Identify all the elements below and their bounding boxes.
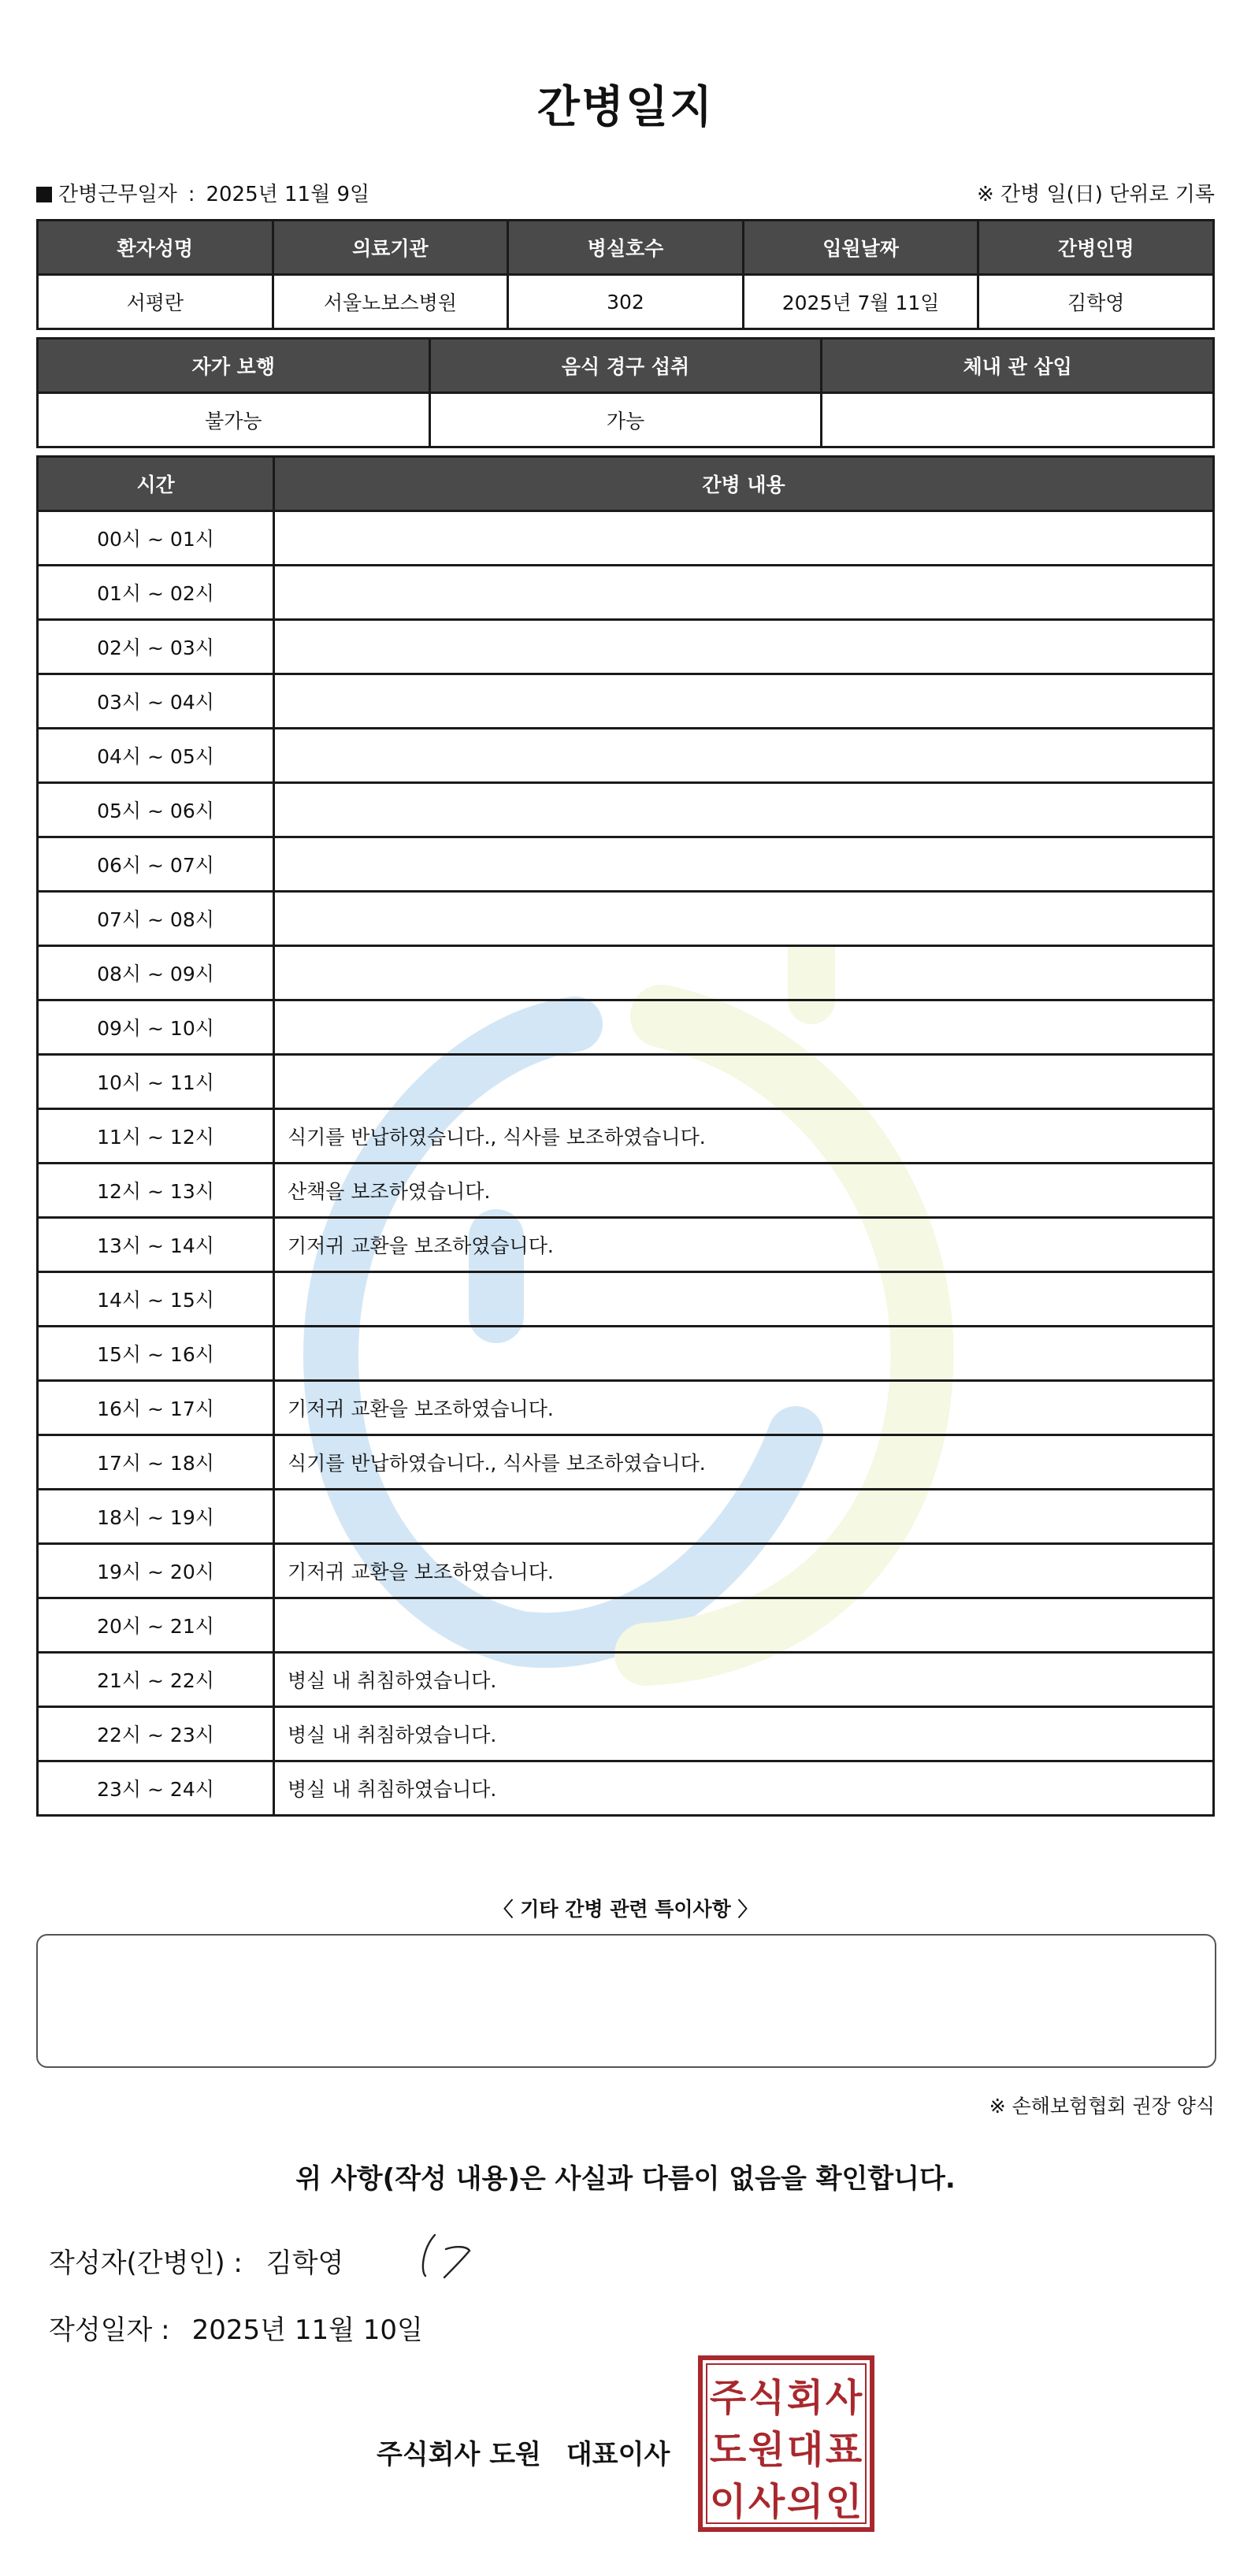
seal-char: 주 xyxy=(709,2376,747,2420)
header-oral-intake: 음식 경구 섭취 xyxy=(429,339,822,393)
seal-char: 이 xyxy=(709,2480,747,2524)
care-content-cell xyxy=(274,674,1214,729)
oral-intake-value: 가능 xyxy=(429,393,822,447)
seal-char: 사 xyxy=(825,2376,863,2420)
time-cell: 06시 ~ 07시 xyxy=(38,837,274,892)
patient-info-header-row xyxy=(38,221,1214,275)
confirm-statement: 위 사항(작성 내용)은 사실과 다름이 없음을 확인합니다. xyxy=(295,2163,956,2195)
patient-info-table xyxy=(36,219,1215,330)
table-row xyxy=(38,1000,1214,1055)
time-cell: 19시 ~ 20시 xyxy=(38,1544,274,1598)
table-row xyxy=(38,1435,1214,1490)
time-cell: 03시 ~ 04시 xyxy=(38,674,274,729)
table-row xyxy=(38,566,1214,620)
care-content-cell: 기저귀 교환을 보조하였습니다. xyxy=(274,1544,1214,1598)
caregiver-name-value: 김학영 xyxy=(978,275,1214,329)
care-log-body xyxy=(38,511,1214,1816)
header-hospital: 의료기관 xyxy=(273,221,508,275)
remarks-title: 〈 기타 간병 관련 특이사항 〉 xyxy=(493,1898,758,1921)
company-seal-icon xyxy=(698,2355,874,2532)
unit-note: ※ 간병 일(日) 단위로 기록 xyxy=(976,183,1215,206)
time-cell: 21시 ~ 22시 xyxy=(38,1653,274,1707)
table-row xyxy=(38,1055,1214,1109)
time-cell: 13시 ~ 14시 xyxy=(38,1218,274,1272)
patient-status-table xyxy=(36,337,1215,448)
header-caregiver-name: 간병인명 xyxy=(978,221,1214,275)
writer-name: 김학영 xyxy=(265,2248,344,2279)
header-care-content: 간병 내용 xyxy=(274,457,1214,511)
table-row xyxy=(38,729,1214,783)
tube-insertion-value xyxy=(822,393,1214,447)
work-date-label: 간병근무일자 xyxy=(58,183,177,206)
representative-title: 대표이사 xyxy=(566,2439,670,2470)
time-cell: 23시 ~ 24시 xyxy=(38,1761,274,1816)
table-row xyxy=(38,837,1214,892)
care-content-cell xyxy=(274,1598,1214,1653)
seal-char: 원 xyxy=(748,2428,785,2472)
care-content-cell xyxy=(274,783,1214,837)
header-time: 시간 xyxy=(38,457,274,511)
care-content-cell: 산책을 보조하였습니다. xyxy=(274,1164,1214,1218)
table-row xyxy=(38,946,1214,1000)
care-content-cell xyxy=(274,511,1214,566)
seal-char: 대 xyxy=(786,2428,824,2472)
room-number-value: 302 xyxy=(508,275,744,329)
table-row xyxy=(38,1381,1214,1435)
seal-char: 식 xyxy=(748,2376,785,2420)
table-row xyxy=(38,1490,1214,1544)
remarks-box xyxy=(36,1934,1216,2068)
time-cell: 20시 ~ 21시 xyxy=(38,1598,274,1653)
time-cell: 02시 ~ 03시 xyxy=(38,620,274,674)
care-content-cell xyxy=(274,620,1214,674)
writer-line xyxy=(49,2241,343,2280)
care-content-cell: 병실 내 취침하였습니다. xyxy=(274,1761,1214,1816)
table-row xyxy=(38,674,1214,729)
care-content-cell xyxy=(274,946,1214,1000)
time-cell: 04시 ~ 05시 xyxy=(38,729,274,783)
header-tube-insertion: 체내 관 삽입 xyxy=(822,339,1214,393)
time-cell: 16시 ~ 17시 xyxy=(38,1381,274,1435)
care-content-cell: 기저귀 교환을 보조하였습니다. xyxy=(274,1381,1214,1435)
table-row xyxy=(38,1598,1214,1653)
time-cell: 12시 ~ 13시 xyxy=(38,1164,274,1218)
work-date-line xyxy=(36,178,369,207)
care-content-cell xyxy=(274,1490,1214,1544)
recommend-note: ※ 손해보험협회 권장 양식 xyxy=(989,2095,1215,2118)
table-row xyxy=(38,1272,1214,1327)
time-cell: 14시 ~ 15시 xyxy=(38,1272,274,1327)
patient-name-value: 서평란 xyxy=(38,275,273,329)
company-name: 주식회사 도원 xyxy=(377,2439,541,2470)
time-cell: 00시 ~ 01시 xyxy=(38,511,274,566)
time-cell: 15시 ~ 16시 xyxy=(38,1327,274,1381)
care-content-cell xyxy=(274,1055,1214,1109)
time-cell: 05시 ~ 06시 xyxy=(38,783,274,837)
table-row xyxy=(38,1327,1214,1381)
patient-info-value-row xyxy=(38,275,1214,329)
seal-char: 의 xyxy=(786,2480,824,2524)
time-cell: 22시 ~ 23시 xyxy=(38,1707,274,1761)
write-date-label: 작성일자 : xyxy=(49,2314,170,2346)
table-row xyxy=(38,1544,1214,1598)
table-row xyxy=(38,1164,1214,1218)
care-log-header-row xyxy=(38,457,1214,511)
seal-char: 사 xyxy=(748,2480,785,2524)
work-date-value: 2025년 11월 9일 xyxy=(206,183,370,206)
admission-date-value: 2025년 7월 11일 xyxy=(743,275,978,329)
self-walking-value: 불가능 xyxy=(38,393,430,447)
time-cell: 18시 ~ 19시 xyxy=(38,1490,274,1544)
seal-char: 인 xyxy=(825,2480,863,2524)
signature-icon xyxy=(418,2225,481,2288)
table-row xyxy=(38,511,1214,566)
table-row xyxy=(38,620,1214,674)
time-cell: 10시 ~ 11시 xyxy=(38,1055,274,1109)
time-cell: 09시 ~ 10시 xyxy=(38,1000,274,1055)
time-cell: 17시 ~ 18시 xyxy=(38,1435,274,1490)
time-cell: 08시 ~ 09시 xyxy=(38,946,274,1000)
seal-char: 회 xyxy=(786,2376,824,2420)
time-cell: 01시 ~ 02시 xyxy=(38,566,274,620)
seal-char: 도 xyxy=(709,2428,747,2472)
patient-status-value-row xyxy=(38,393,1214,447)
care-content-cell xyxy=(274,837,1214,892)
table-row xyxy=(38,1218,1214,1272)
care-content-cell xyxy=(274,1000,1214,1055)
header-room-number: 병실호수 xyxy=(508,221,744,275)
time-cell: 07시 ~ 08시 xyxy=(38,892,274,946)
care-content-cell: 병실 내 취침하였습니다. xyxy=(274,1707,1214,1761)
writer-label: 작성자(간병인) : xyxy=(49,2248,243,2279)
write-date-line xyxy=(49,2308,423,2347)
hospital-value: 서울노보스병원 xyxy=(273,275,508,329)
care-log-table xyxy=(36,455,1215,1817)
patient-status-header-row xyxy=(38,339,1214,393)
table-row xyxy=(38,892,1214,946)
table-row xyxy=(38,783,1214,837)
table-row xyxy=(38,1707,1214,1761)
care-content-cell: 병실 내 취침하였습니다. xyxy=(274,1653,1214,1707)
care-content-cell xyxy=(274,1327,1214,1381)
seal-char: 표 xyxy=(825,2428,863,2472)
care-content-cell: 식기를 반납하였습니다., 식사를 보조하였습니다. xyxy=(274,1109,1214,1164)
table-row xyxy=(38,1109,1214,1164)
page-title: 간병일지 xyxy=(536,82,715,133)
work-date-colon: : xyxy=(187,183,195,206)
table-row xyxy=(38,1761,1214,1816)
header-admission-date: 입원날짜 xyxy=(743,221,978,275)
table-row xyxy=(38,1653,1214,1707)
care-content-cell: 식기를 반납하였습니다., 식사를 보조하였습니다. xyxy=(274,1435,1214,1490)
care-content-cell xyxy=(274,892,1214,946)
care-content-cell xyxy=(274,1272,1214,1327)
write-date-value: 2025년 11월 10일 xyxy=(191,2314,423,2346)
care-content-cell: 기저귀 교환을 보조하였습니다. xyxy=(274,1218,1214,1272)
square-bullet-icon xyxy=(36,187,52,202)
header-self-walking: 자가 보행 xyxy=(38,339,430,393)
company-line xyxy=(377,2433,670,2471)
header-patient-name: 환자성명 xyxy=(38,221,273,275)
care-content-cell xyxy=(274,729,1214,783)
time-cell: 11시 ~ 12시 xyxy=(38,1109,274,1164)
care-content-cell xyxy=(274,566,1214,620)
